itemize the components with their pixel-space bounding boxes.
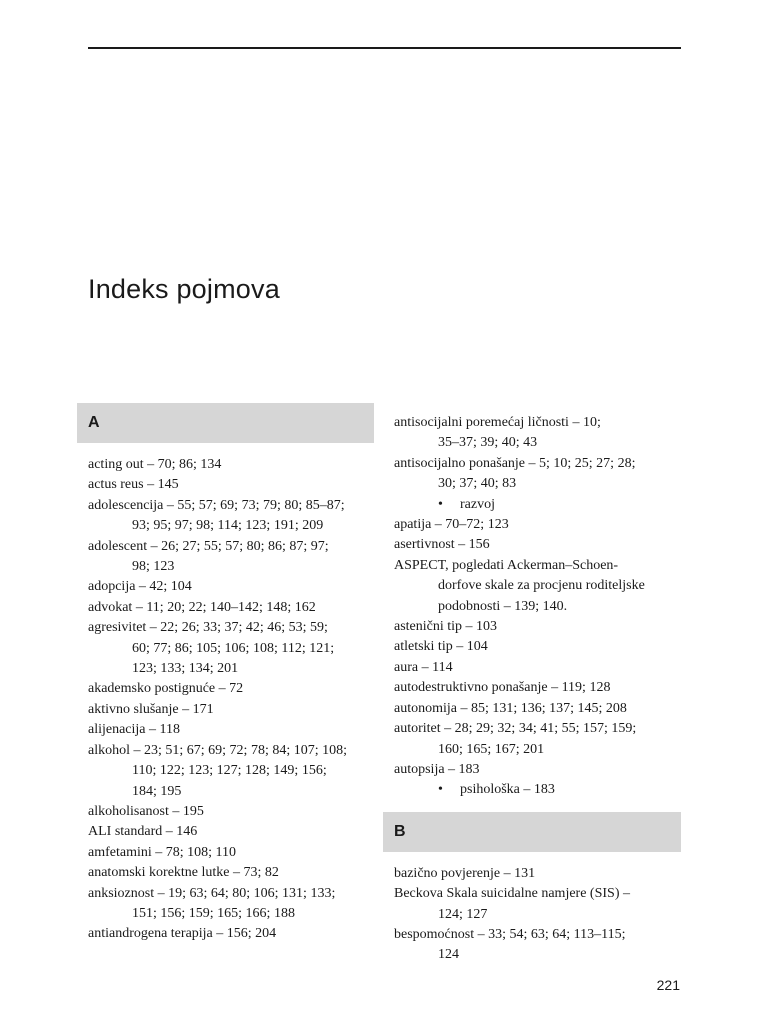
index-entry bbox=[394, 535, 681, 555]
index-entry bbox=[394, 719, 681, 760]
entry-continuation: 30; 37; 40; 83 bbox=[438, 476, 517, 492]
index-entry bbox=[394, 658, 681, 678]
page-title: Indeks pojmova bbox=[88, 274, 280, 305]
entry-continuation: 184; 195 bbox=[132, 783, 182, 799]
index-entry bbox=[88, 496, 374, 537]
entry-term: autoritet – 28; 29; 32; 34; 41; 55; 157; 159; bbox=[394, 721, 637, 737]
index-column-left bbox=[77, 403, 374, 945]
entry-continuation: 160; 165; 167; 201 bbox=[438, 741, 545, 757]
section-heading: A bbox=[77, 403, 374, 443]
section-heading: B bbox=[383, 812, 681, 852]
entry-continuation: 123; 133; 134; 201 bbox=[132, 661, 239, 677]
entry-subterm: • psihološka – 183 bbox=[394, 780, 681, 800]
entry-term: alkoholisanost – 195 bbox=[88, 803, 204, 819]
entry-term: aktivno slušanje – 171 bbox=[88, 701, 214, 717]
entry-term: autodestruktivno ponašanje – 119; 128 bbox=[394, 680, 611, 696]
entry-term: actus reus – 145 bbox=[88, 477, 179, 493]
index-entry bbox=[394, 617, 681, 637]
entry-continuation: 151; 156; 159; 165; 166; 188 bbox=[132, 905, 295, 921]
entry-term: atletski tip – 104 bbox=[394, 639, 488, 655]
entry-continuation: 60; 77; 86; 105; 106; 108; 112; 121; bbox=[132, 640, 335, 656]
index-entry bbox=[88, 577, 374, 597]
entry-term: acting out – 70; 86; 134 bbox=[88, 457, 222, 472]
index-entry bbox=[394, 413, 681, 454]
index-entry bbox=[394, 515, 681, 535]
index-entry bbox=[88, 924, 374, 944]
entry-term: anatomski korektne lutke – 73; 82 bbox=[88, 865, 279, 881]
index-entry bbox=[394, 760, 681, 801]
index-entry bbox=[394, 925, 681, 966]
index-entry bbox=[394, 699, 681, 719]
entry-continuation: 110; 122; 123; 127; 128; 149; 156; bbox=[132, 763, 327, 779]
entry-term: apatija – 70–72; 123 bbox=[394, 517, 509, 533]
index-entry bbox=[394, 454, 681, 515]
index-entry bbox=[88, 884, 374, 925]
index-entry bbox=[88, 863, 374, 883]
index-entry bbox=[88, 598, 374, 618]
entry-term: akademsko postignuće – 72 bbox=[88, 681, 244, 697]
entry-term: adolescent – 26; 27; 55; 57; 80; 86; 87; 97; bbox=[88, 538, 329, 554]
index-entry bbox=[88, 843, 374, 863]
index-entry bbox=[88, 618, 374, 679]
entry-continuation: 98; 123 bbox=[132, 559, 175, 575]
entry-continuation: 124; 127 bbox=[438, 906, 488, 922]
entry-continuation: podobnosti – 139; 140. bbox=[438, 598, 568, 614]
entry-term: aura – 114 bbox=[394, 659, 453, 675]
index-entry bbox=[394, 637, 681, 657]
entry-term: antiandrogena terapija – 156; 204 bbox=[88, 926, 277, 942]
entry-term: astenični tip – 103 bbox=[394, 619, 498, 635]
entry-term: anksioznost – 19; 63; 64; 80; 106; 131; 133; bbox=[88, 885, 336, 901]
index-entry bbox=[394, 678, 681, 698]
index-entry bbox=[88, 741, 374, 802]
entry-term: adopcija – 42; 104 bbox=[88, 579, 192, 595]
index-entry bbox=[88, 537, 374, 578]
entry-continuation: 93; 95; 97; 98; 114; 123; 191; 209 bbox=[132, 518, 324, 534]
entry-term: bazično povjerenje – 131 bbox=[394, 865, 536, 881]
index-entry bbox=[88, 822, 374, 842]
entry-term: bespomoćnost – 33; 54; 63; 64; 113–115; bbox=[394, 926, 626, 942]
index-entry bbox=[394, 884, 681, 925]
index-entries bbox=[383, 413, 681, 801]
page-number: 221 bbox=[656, 977, 680, 993]
entry-term: amfetamini – 78; 108; 110 bbox=[88, 844, 237, 860]
entry-term: adolescencija – 55; 57; 69; 73; 79; 80; 85–87; bbox=[88, 497, 345, 513]
entry-term: advokat – 11; 20; 22; 140–142; 148; 162 bbox=[88, 599, 316, 615]
entry-term: antisocijalni poremećaj ličnosti – 10; bbox=[394, 415, 601, 430]
entry-continuation: 124 bbox=[438, 947, 459, 963]
entry-term: asertivnost – 156 bbox=[394, 537, 490, 553]
index-entries bbox=[77, 455, 374, 945]
entry-term: Beckova Skala suicidalne namjere (SIS) – bbox=[394, 886, 630, 902]
entry-term: agresivitet – 22; 26; 33; 37; 42; 46; 53; 59; bbox=[88, 620, 328, 636]
index-column-right bbox=[383, 413, 681, 966]
entry-term: alijenacija – 118 bbox=[88, 722, 180, 738]
entry-term: ASPECT, pogledati Ackerman–Schoen- bbox=[394, 557, 619, 573]
entry-term: alkohol – 23; 51; 67; 69; 72; 78; 84; 107; 108; bbox=[88, 742, 347, 758]
entry-term: autopsija – 183 bbox=[394, 761, 480, 777]
index-entries bbox=[383, 864, 681, 966]
index-entry bbox=[88, 720, 374, 740]
entry-continuation: dorfove skale za procjenu roditeljske bbox=[438, 578, 645, 594]
entry-term: antisocijalno ponašanje – 5; 10; 25; 27; 28; bbox=[394, 455, 636, 471]
index-entry bbox=[88, 455, 374, 475]
top-rule bbox=[88, 47, 681, 49]
entry-subterm: • razvoj bbox=[394, 495, 681, 515]
index-entry bbox=[88, 802, 374, 822]
index-entry bbox=[88, 475, 374, 495]
index-entry bbox=[88, 679, 374, 699]
index-entry bbox=[88, 700, 374, 720]
index-entry bbox=[394, 864, 681, 884]
index-entry bbox=[394, 556, 681, 617]
entry-term: autonomija – 85; 131; 136; 137; 145; 208 bbox=[394, 700, 627, 716]
entry-continuation: 35–37; 39; 40; 43 bbox=[438, 435, 538, 451]
entry-term: ALI standard – 146 bbox=[88, 824, 198, 840]
